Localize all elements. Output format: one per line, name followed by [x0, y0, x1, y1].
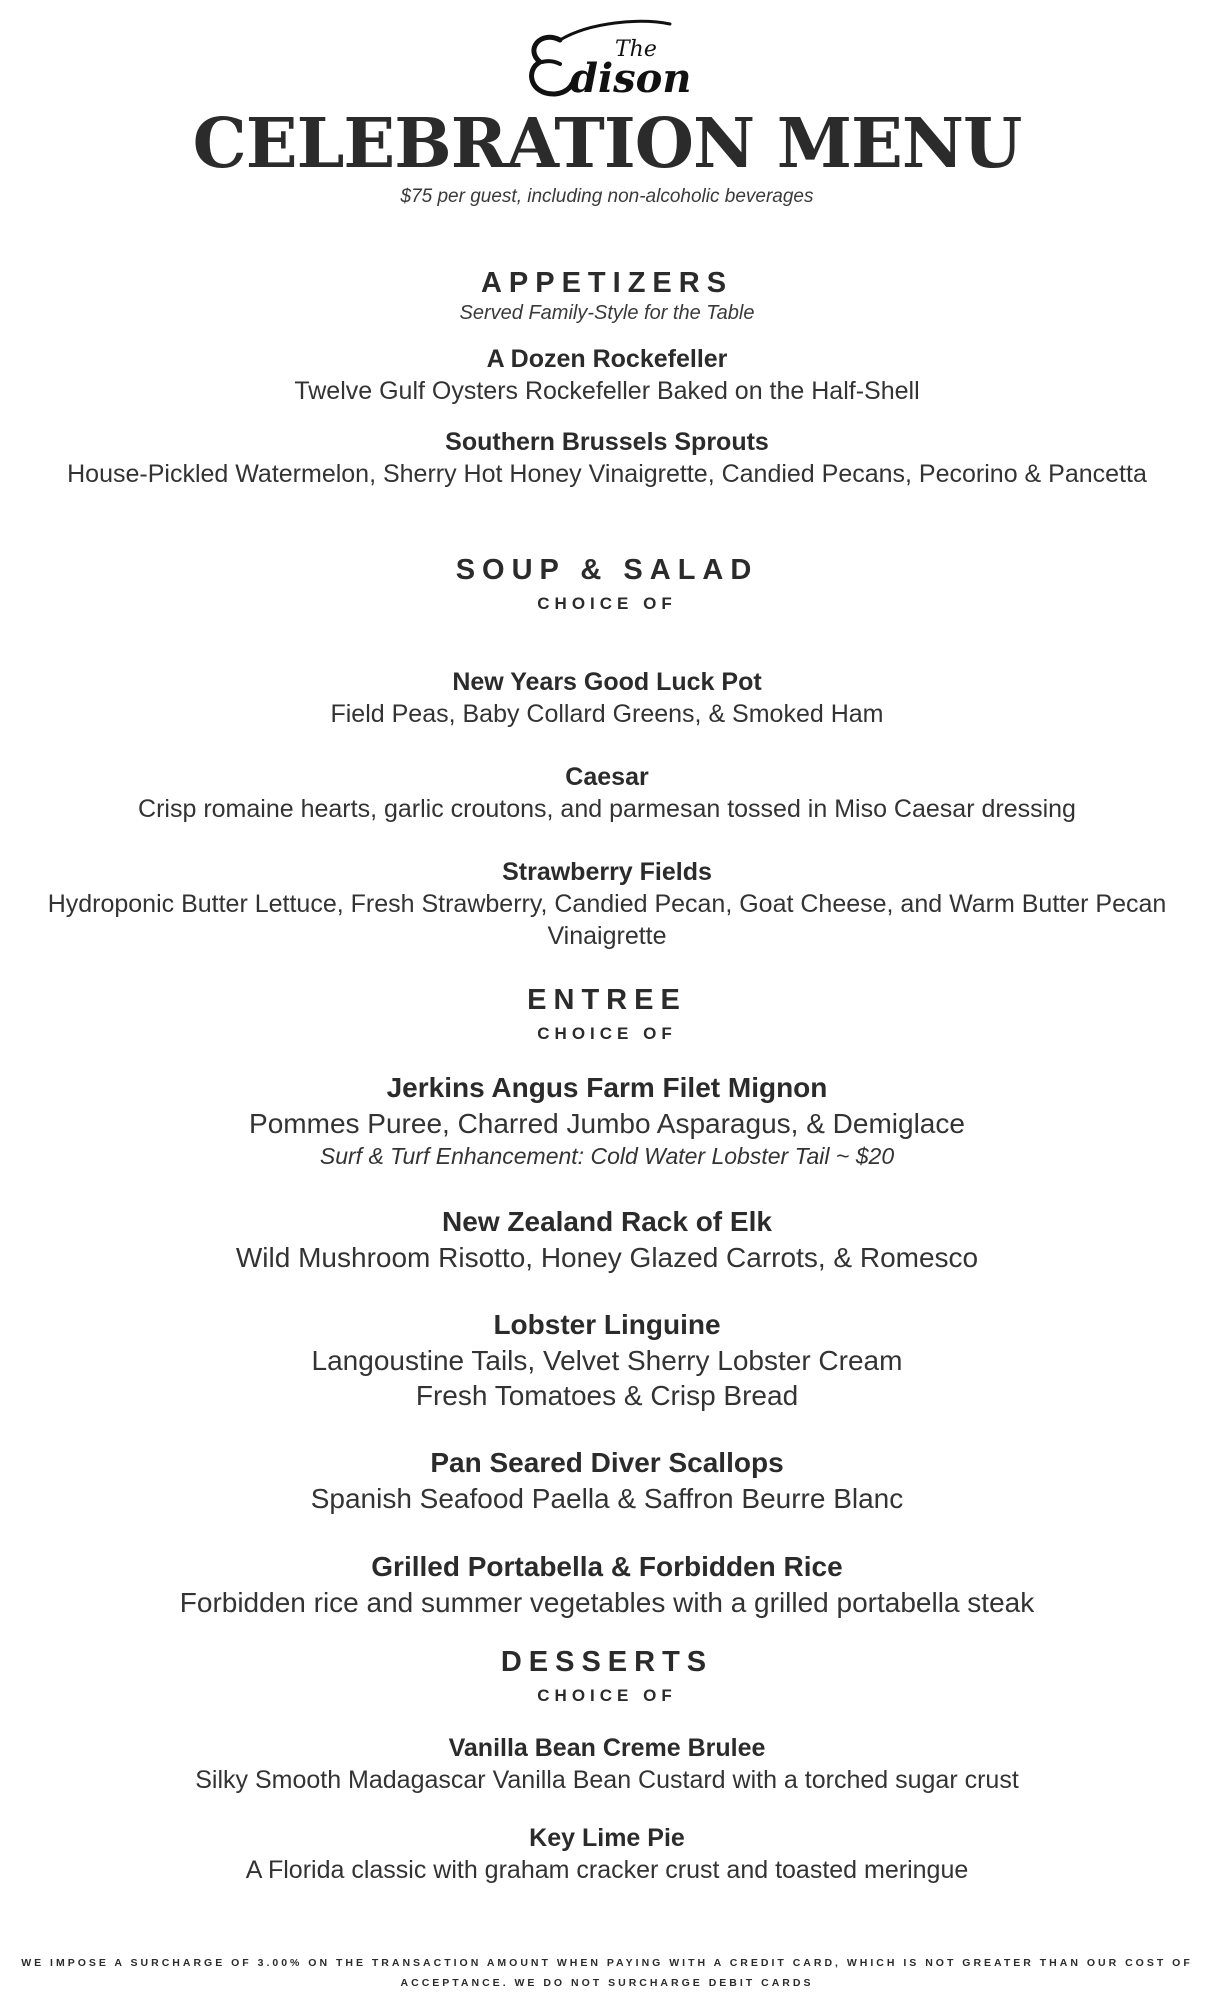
item-description: Wild Mushroom Risotto, Honey Glazed Carrots, & Romesco: [235, 1242, 979, 1273]
item-name: Caesar: [565, 763, 649, 791]
item-description: Forbidden rice and summer vegetables with a grilled portabella steak: [179, 1587, 1035, 1618]
menu-item: [30, 426, 1184, 490]
section-heading: APPETIZERS: [480, 267, 734, 299]
item-name: Lobster Linguine: [493, 1309, 721, 1340]
item-description-line2: Fresh Tomatoes & Crisp Bread: [415, 1380, 799, 1411]
item-name: Key Lime Pie: [529, 1824, 685, 1852]
menu-item: [30, 1822, 1184, 1886]
item-description: A Florida classic with graham cracker crust and toasted meringue: [245, 1856, 969, 1884]
menu-item: [30, 856, 1184, 952]
item-description: Field Peas, Baby Collard Greens, & Smoked Ham: [330, 700, 884, 728]
section-choice: CHOICE OF: [537, 1686, 677, 1705]
price-subtitle: $75 per guest, including non-alcoholic beverages: [400, 186, 814, 207]
section-soup-salad: [0, 553, 1214, 617]
item-description: Crisp romaine hearts, garlic croutons, and parmesan tossed in Miso Caesar dressing: [138, 795, 1076, 823]
menu-item: [30, 343, 1184, 407]
menu-item: [30, 1445, 1184, 1516]
item-description: Hydroponic Butter Lettuce, Fresh Strawberry, Candied Pecan, Goat Cheese, and Warm Butter Pecan Vinaigrette: [47, 890, 1167, 950]
item-name: Pan Seared Diver Scallops: [430, 1447, 784, 1478]
item-name: New Zealand Rack of Elk: [442, 1206, 772, 1237]
item-name: Jerkins Angus Farm Filet Mignon: [386, 1072, 828, 1103]
menu-item: [30, 1204, 1184, 1275]
menu-item: [30, 761, 1184, 825]
svg-text:The: The: [615, 37, 657, 62]
item-description: Twelve Gulf Oysters Rockefeller Baked on the Half-Shell: [294, 377, 920, 405]
section-choice: CHOICE OF: [537, 1024, 677, 1043]
item-description: Silky Smooth Madagascar Vanilla Bean Custard with a torched sugar crust: [195, 1766, 1019, 1794]
item-name: Southern Brussels Sprouts: [445, 428, 769, 456]
item-description: Pommes Puree, Charred Jumbo Asparagus, & Demiglace: [249, 1108, 965, 1139]
menu-item: [30, 666, 1184, 730]
section-desserts: [0, 1645, 1214, 1709]
section-heading: ENTREE: [527, 984, 687, 1016]
edison-logo: [520, 10, 700, 105]
item-name: Strawberry Fields: [502, 858, 712, 886]
section-appetizers: [0, 266, 1214, 326]
section-heading: SOUP & SALAD: [455, 554, 759, 586]
section-note: Served Family-Style for the Table: [459, 302, 755, 324]
item-name: Grilled Portabella & Forbidden Rice: [371, 1551, 843, 1582]
menu-item: [30, 1307, 1184, 1413]
section-choice: CHOICE OF: [537, 594, 677, 613]
item-enhancement: Surf & Turf Enhancement: Cold Water Lobster Tail ~ $20: [319, 1143, 895, 1169]
item-description: Langoustine Tails, Velvet Sherry Lobster Cream: [311, 1345, 903, 1376]
page-title: CELEBRATION MENU: [192, 104, 1022, 184]
menu-item: [30, 1070, 1184, 1171]
item-description: House-Pickled Watermelon, Sherry Hot Honey Vinaigrette, Candied Pecans, Pecorino & Pancetta: [67, 460, 1147, 488]
menu-item: [30, 1549, 1184, 1620]
item-name: New Years Good Luck Pot: [452, 668, 762, 696]
item-description: Spanish Seafood Paella & Saffron Beurre Blanc: [310, 1483, 904, 1514]
item-name: Vanilla Bean Creme Brulee: [448, 1734, 766, 1762]
section-heading: DESSERTS: [500, 1646, 714, 1678]
item-name: A Dozen Rockefeller: [486, 345, 728, 373]
surcharge-notice: WE IMPOSE A SURCHARGE OF 3.00% ON THE TRANSACTION AMOUNT WHEN PAYING WITH A CREDIT CARD, WHICH IS NOT GREATER THAN OUR COST OF ACCEPTANCE. WE DO NOT SURCHARGE DEBIT CARDS: [21, 1957, 1193, 1989]
menu-item: [30, 1732, 1184, 1796]
svg-text:dison: dison: [570, 55, 692, 102]
section-entree: [0, 983, 1214, 1047]
